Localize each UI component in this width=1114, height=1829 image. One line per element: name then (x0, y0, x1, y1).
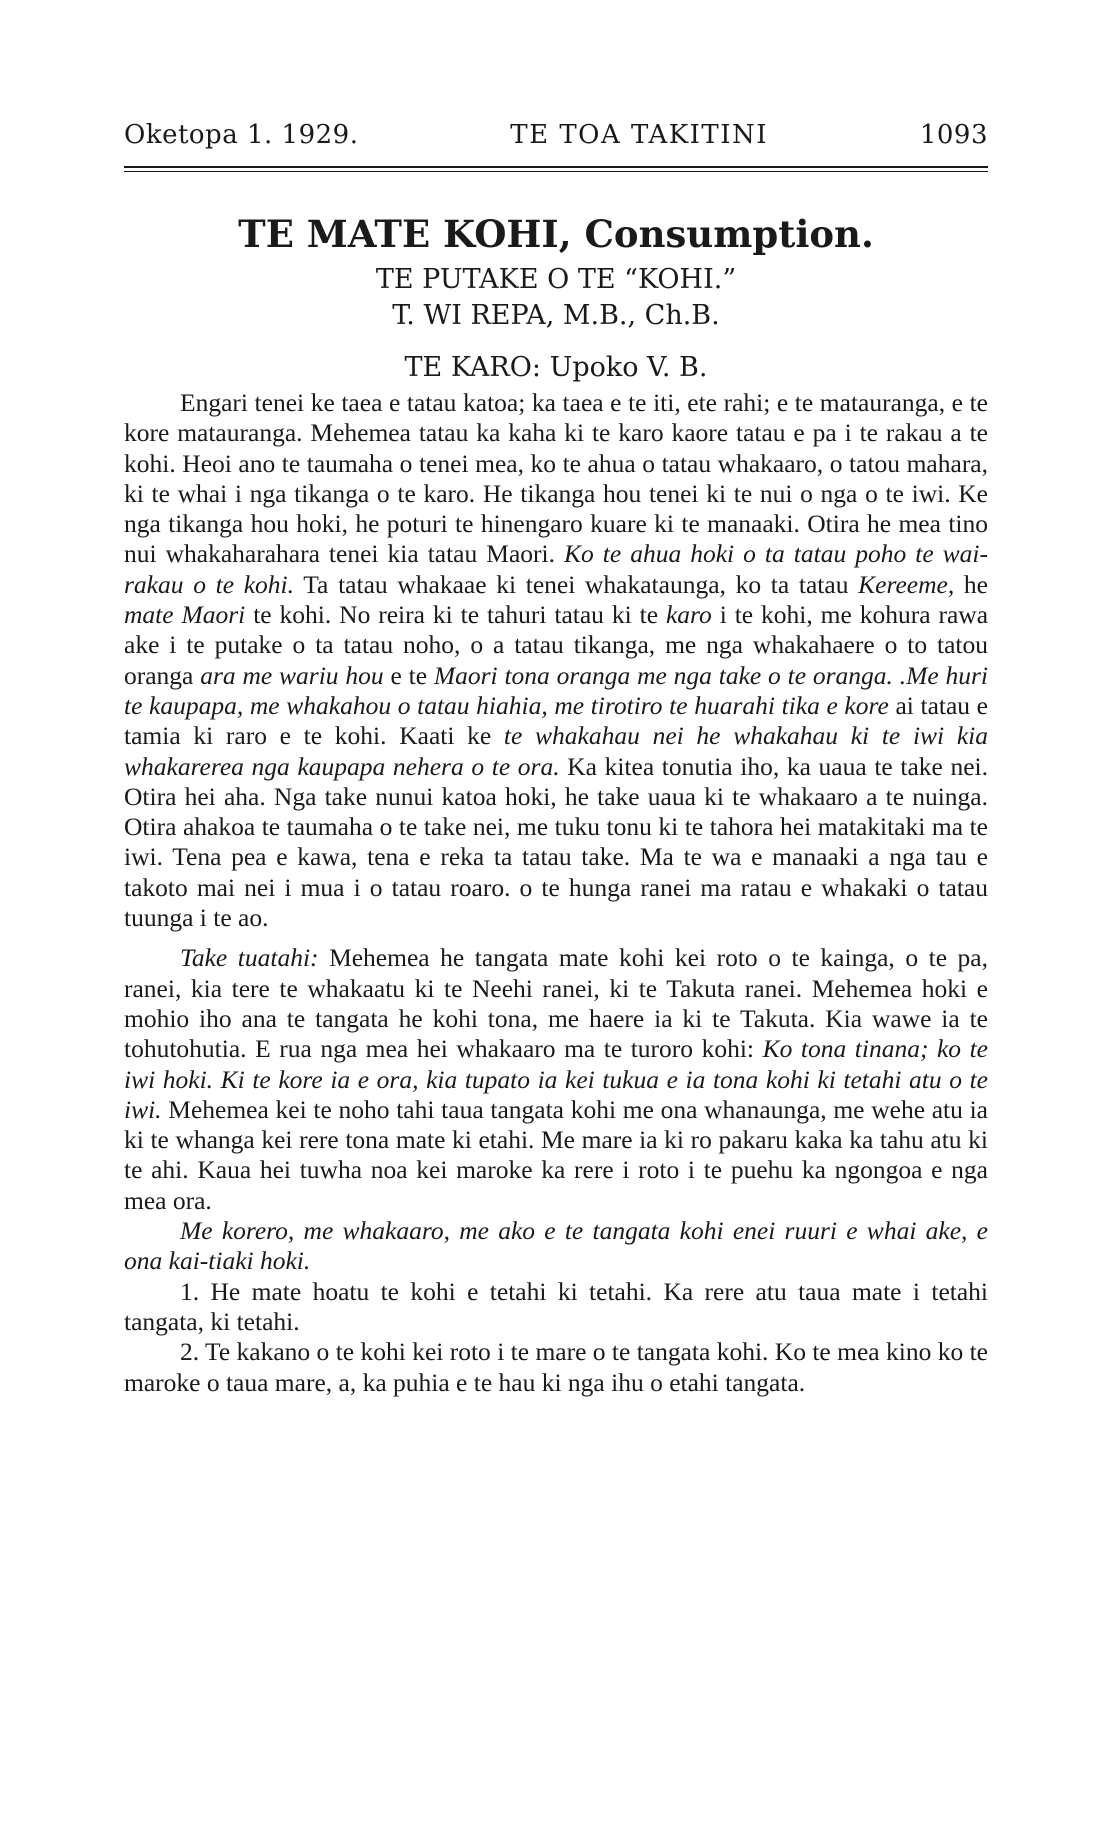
page (124, 120, 988, 1398)
rule-item: 1. He mate hoatu te kohi e tetahi ki tetahi. Ka rere atu taua mate i tetahi tangata, ki tetahi. (124, 1276, 988, 1336)
header-rule (124, 166, 988, 168)
rule-item: 2. Te kakano o te kohi kei roto i te mare o te tangata kohi. Ko te mea kino ko te maroke o taua mare, a, ka puhia e te hau ki nga ihu o etahi tangata. (124, 1337, 988, 1397)
article-author: T. WI REPA, M.B., Ch.B. (392, 300, 720, 331)
paragraph: Engari tenei ke taea e tatau katoa; ka taea e te iti, ete rahi; e te matauranga, e te kore matauranga. Mehemea tatau ka kaha ki te karo kaore tatau e pa i te rakau a te kohi. Heoi ano te taumaha o tenei mea, ko te ahua o tatau whakaaro, o tatou mahara, ki te whai i nga tikanga o te karo. He tikanga hou tenei ki te nui o nga o te iwi. Ke nga tikanga hou hoki, he poturi te hinengaro kuare ki te manaaki. Otira he mea tino nui whakaharahara tenei kia tatau Maori. Ko te ahua hoki o ta tatau poho te wai-rakau o te kohi. Ta tatau whakaae ki tenei whakataunga, ko ta tatau Kereeme, he mate Maori te kohi. No reira ki te tahuri tatau ki te karo i te kohi, me kohura rawa ake i te putake o ta tatau noho, o a tatau tikanga, me nga whakahaere o to tatou oranga ara me wariu hou e te Maori tona oranga me nga take o te oranga. .Me huri te kaupapa, me whakahou o tatau hiahia, me tirotiro te huarahi tika e kore ai tatau e tamia ki raro e te kohi. Kaati ke te whakahau nei he whakahau ki te iwi kia whakarerea nga kaupapa nehera o te ora. Ka kitea tonutia iho, ka uaua te take nei. Otira hei aha. Nga take nunui katoa hoki, he take uaua ki te whakaaro a te nuinga. Otira ahakoa te taumaha o te take nei, me tuku tonu ki te tahora hei matakitaki ma te iwi. Tena pea e kawa, tena e reka ta tatau take. Ma te wa e manaaki a nga tau e takoto mai nei i mua i o tatau roaro. o te hunga ranei ma ratau e whakaki o tatau tuunga i te ao. (124, 388, 989, 933)
chapter-heading: TE KARO: Upoko V. B. (404, 352, 708, 383)
paragraph: Take tuatahi: Mehemea he tangata mate kohi kei roto o te kainga, o te pa, ranei, kia tere te whakaatu ki te Neehi ranei, ki te Takuta ranei. Mehemea hoki e mohio iho ana te tangata he kohi tona, me haere ia ki te Takuta. Kia wawe ia te tohutohutia. E rua nga mea hei whakaaro ma te turoro kohi: Ko tona tinana; ko te iwi hoki. Ki te kore ia e ora, kia tupato ia kei tukua e ia tona kohi ki tetahi atu o te iwi. Mehemea kei te noho tahi taua tangata kohi me ona whanaunga, me wehe atu ia ki te whanga kei rere tona mate ki etahi. Me mare ia ki ro pakaru kaka ka tahu atu ki te ahi. Kaua hei tuwha noa kei maroke ka rere i roto i te puehu ka ngongoa e nga mea ora. (124, 943, 989, 1215)
article-body (124, 388, 988, 1398)
publication-title: TE TOA TAKITINI (510, 120, 769, 150)
paragraph: Me korero, me whakaaro, me ako e te tangata kohi enei ruuri e whai ake, e ona kai-tiaki hoki. (124, 1216, 988, 1276)
page-number: 1093 (919, 120, 988, 150)
article-heading (124, 210, 988, 386)
running-header (124, 120, 988, 160)
header-rule-thin (124, 171, 988, 172)
article-title: TE MATE KOHI, Consumption. (238, 212, 874, 256)
article-subtitle: TE PUTAKE O TE “KOHI.” (375, 264, 737, 295)
issue-date: Oketopa 1. 1929. (124, 120, 359, 150)
